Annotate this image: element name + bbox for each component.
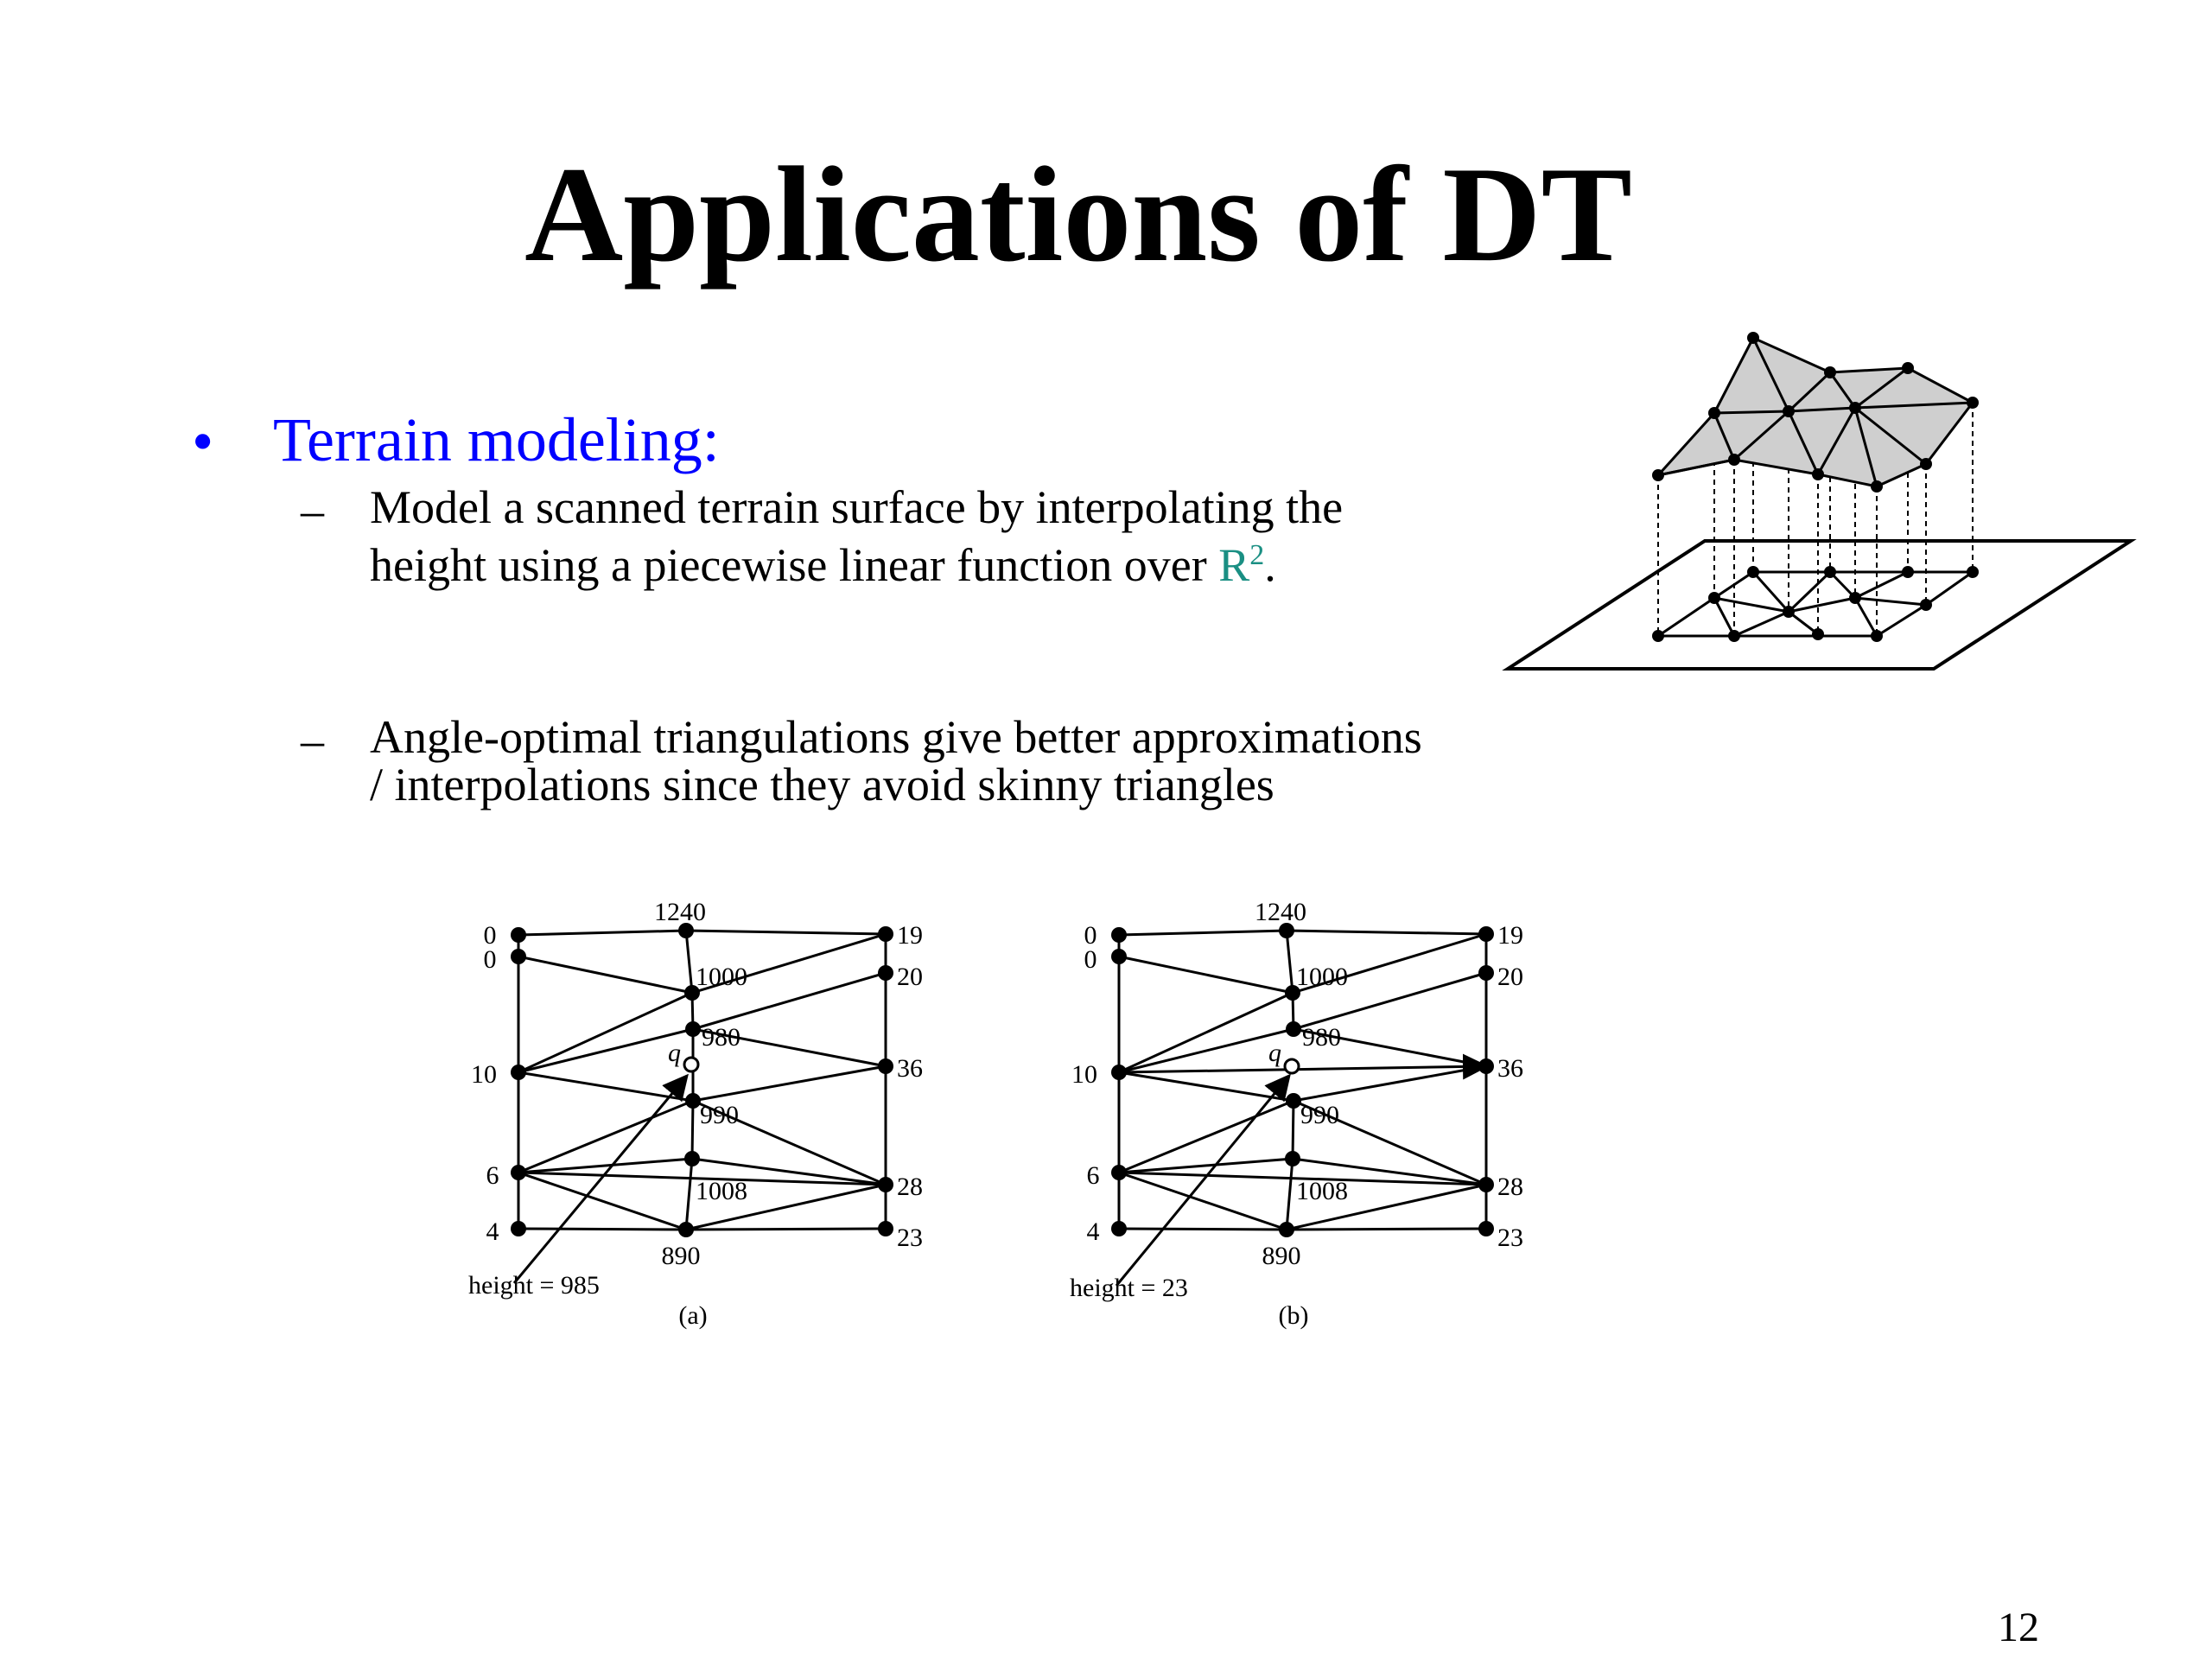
page-number: 12 — [1998, 1605, 2039, 1650]
figure-a-label-l4: 4 — [486, 1217, 499, 1246]
figure-b-label-tl: 0 — [1084, 921, 1097, 950]
figure-a-query-point — [684, 1058, 698, 1071]
figure-b-label-l6: 6 — [1086, 1161, 1100, 1190]
triangulation-figure-a — [449, 873, 968, 1357]
figure-a-label-l10: 10 — [471, 1060, 497, 1089]
figure-b-caption: (b) — [1278, 1301, 1309, 1330]
figure-b-query-point — [1285, 1059, 1299, 1073]
sub-bullet-2-line2: / interpolations since they avoid skinny triangles — [370, 759, 1274, 810]
bullet-marker: • — [192, 407, 214, 476]
figure-b-label-tl2: 0 — [1084, 945, 1097, 974]
triangulation-figure-b — [1054, 873, 1573, 1357]
figure-a-label-r23: 23 — [897, 1224, 923, 1252]
figure-b-label-l10: 10 — [1071, 1060, 1097, 1089]
figure-a-height-label: height = 985 — [468, 1271, 600, 1300]
figure-b-label-990: 990 — [1300, 1101, 1339, 1129]
sub-bullet-dash-1: – — [301, 485, 324, 537]
figure-a-label-r19: 19 — [897, 921, 923, 950]
figure-b-label-l4: 4 — [1086, 1217, 1100, 1246]
sub-bullet-1-line1: Model a scanned terrain surface by interpolating the — [370, 481, 1344, 533]
figure-a-label-r36: 36 — [897, 1054, 923, 1083]
figure-b-label-r20: 20 — [1497, 963, 1523, 991]
figure-b-query-label: q — [1268, 1039, 1281, 1067]
figure-b-label-r23: 23 — [1497, 1224, 1523, 1252]
figure-a-label-tl2: 0 — [483, 945, 497, 974]
figure-b-label-bottom: 890 — [1262, 1242, 1301, 1270]
figure-b-label-r36: 36 — [1497, 1054, 1523, 1083]
figure-b-label-top: 1240 — [1255, 898, 1306, 926]
r-letter: R — [1218, 539, 1250, 591]
sub-bullet-2 — [370, 711, 1562, 810]
sub-bullet-1-line2 — [370, 531, 1562, 589]
figure-b-label-980: 980 — [1302, 1023, 1341, 1052]
sub-bullet-2-line1: Angle-optimal triangulations give better approximations — [370, 711, 1422, 763]
sub-bullet-1 — [370, 481, 1562, 591]
figure-b-label-r19: 19 — [1497, 921, 1523, 950]
period: . — [1264, 539, 1276, 591]
figure-a-label-tl: 0 — [483, 921, 497, 950]
figure-a-label-1008: 1008 — [696, 1177, 747, 1205]
figure-a-label-l6: 6 — [486, 1161, 499, 1190]
r2-symbol — [1218, 539, 1264, 591]
figure-a-label-990: 990 — [700, 1101, 739, 1129]
figure-a-label-r20: 20 — [897, 963, 923, 991]
sub-bullet-1-line2-text: height using a piecewise linear function over — [370, 539, 1219, 591]
figure-a-label-1000: 1000 — [696, 963, 747, 991]
r-superscript: 2 — [1249, 539, 1265, 571]
figure-a-label-980: 980 — [702, 1023, 741, 1052]
slide-title: Applications of DT — [524, 139, 1632, 290]
figure-a-label-top: 1240 — [654, 898, 706, 926]
figure-a-caption: (a) — [678, 1301, 708, 1330]
figure-a-label-r28: 28 — [897, 1173, 923, 1201]
figure-b-label-1000: 1000 — [1296, 963, 1348, 991]
figure-a-label-bottom: 890 — [661, 1242, 701, 1270]
figure-b-label-r28: 28 — [1497, 1173, 1523, 1201]
figure-a-query-label: q — [668, 1039, 681, 1067]
figure-b-height-label: height = 23 — [1070, 1274, 1188, 1302]
terrain-illustration — [1486, 320, 2143, 683]
figure-b-label-1008: 1008 — [1296, 1177, 1348, 1205]
sub-bullet-dash-2: – — [301, 715, 324, 766]
bullet-terrain-modeling: Terrain modeling: — [273, 405, 720, 474]
